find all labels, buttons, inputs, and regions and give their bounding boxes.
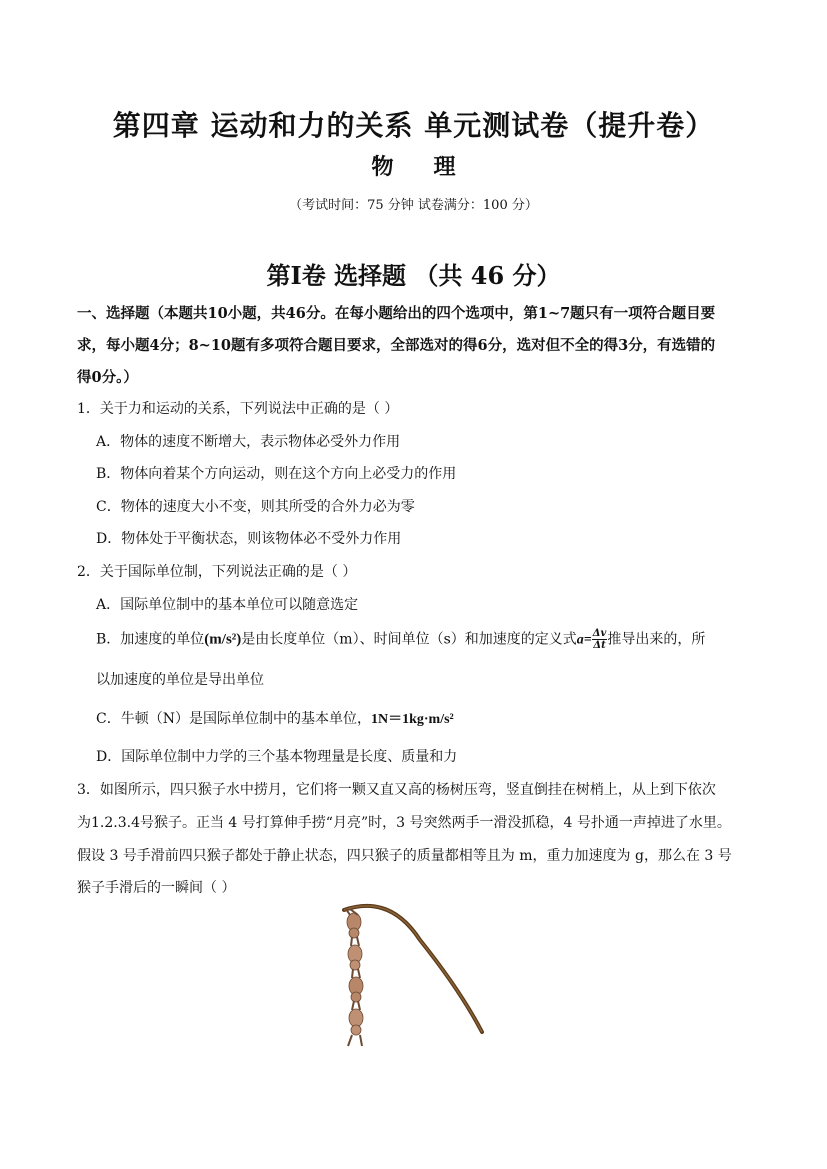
option-b-prefix: B．加速度的单位 <box>96 631 205 648</box>
instructions-line-3: 得0分。） <box>77 369 138 386</box>
monkeys-tree-figure <box>330 900 500 1055</box>
section-title: 第Ⅰ卷 选择题 （共 46 分） <box>266 261 561 290</box>
question-2-option-c <box>96 708 454 728</box>
question-1-option-b: B．物体向着某个方向运动，则在这个方向上必受力的作用 <box>96 466 457 482</box>
option-b-middle: 是由长度单位（m）、时间单位（s）和加速度的定义式 <box>241 631 577 648</box>
question-3-line-4: 猴子手滑后的一瞬间（ ） <box>77 880 236 896</box>
option-b-suffix: 推导出来的，所 <box>607 631 706 648</box>
question-2-option-b <box>96 628 705 651</box>
page-title: 第四章 运动和力的关系 单元测试卷（提升卷） <box>112 109 715 142</box>
acceleration-unit: (m/s²) <box>204 631 242 648</box>
instructions-line-2: 求，每小题4分；8~10题有多项符合题目要求，全部选对的得6分，选对但不全的得3分，有选错的 <box>77 337 716 354</box>
option-c-prefix: C．牛顿（N）是国际单位制中的基本单位， <box>96 711 371 727</box>
acceleration-formula-fraction: $\frac{\Delta v}{\Delta t}$ <box>592 628 607 651</box>
monkey-4 <box>348 1001 363 1046</box>
question-3-line-3: 假设 3 号手滑前四只猴子都处于静止状态，四只猴子的质量都相等且为 m，重力加速度为 g，那么在 3 号 <box>77 848 732 864</box>
question-2-option-b-line-2: 以加速度的单位是导出单位 <box>96 672 264 688</box>
instructions-line-1: 一、选择题（本题共10小题，共46分。在每小题给出的四个选项中，第1~7题只有一项符合题目要 <box>77 305 716 322</box>
monkey-3 <box>349 969 363 1002</box>
question-3-line-1: 3．如图所示，四只猴子水中捞月，它们将一颗又直又高的杨树压弯，竖直倒挂在树梢上，从上到下依次 <box>77 782 716 798</box>
question-1-option-d: D．物体处于平衡状态，则该物体必不受外力作用 <box>96 531 402 547</box>
bent-tree-trunk <box>344 906 482 1032</box>
monkey-1 <box>346 909 361 938</box>
monkey-2 <box>348 937 362 970</box>
bent-tree-highlight <box>344 906 482 1032</box>
question-1-option-c: C．物体的速度大小不变，则其所受的合外力必为零 <box>96 499 415 515</box>
question-2-option-a: A．国际单位制中的基本单位可以随意选定 <box>96 597 359 613</box>
question-1-option-a: A．物体的速度不断增大，表示物体必受外力作用 <box>96 434 401 450</box>
newton-definition-formula: 1N＝1kg·m/s² <box>370 712 454 727</box>
question-2-option-d: D．国际单位制中力学的三个基本物理量是长度、质量和力 <box>96 749 458 765</box>
question-1-stem: 1．关于力和运动的关系，下列说法中正确的是（ ） <box>77 401 399 417</box>
exam-info: （考试时间：75 分钟 试卷满分：100 分） <box>289 198 538 213</box>
question-2-stem: 2．关于国际单位制，下列说法正确的是（ ） <box>77 564 357 580</box>
formula-lhs: a= <box>576 632 592 648</box>
question-3-line-2: 为1.2.3.4号猴子。正当 4 号打算伸手捞“月亮”时，3 号突然两手一滑没抓稳，4 号扑通一声掉进了水里。 <box>77 815 731 831</box>
subject-heading: 物理 <box>371 154 496 180</box>
